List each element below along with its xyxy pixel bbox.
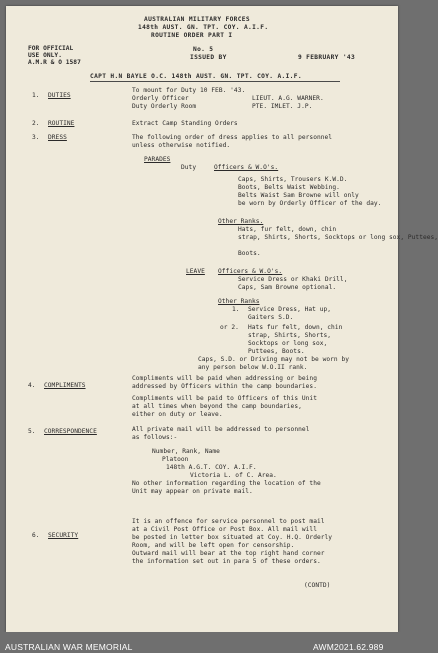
subheading: Officers & W.O's.	[214, 164, 279, 171]
item-number: 6.	[32, 532, 40, 539]
item-number: 3.	[32, 134, 40, 141]
item-line: Duty Orderly Room	[132, 103, 197, 110]
item-line: No other information regarding the location of the	[132, 480, 321, 487]
caps-note: any person below W.O.II rank.	[198, 364, 308, 371]
order-date: 9 FEBRUARY '43	[298, 54, 356, 61]
option-number: or 2.	[220, 324, 239, 331]
item-line: at all times when beyond the camp boundaries,	[132, 403, 302, 410]
item-line: the information set out in para 5 of these orders.	[132, 558, 321, 565]
item-line: Compliments will be paid to Officers of this Unit	[132, 395, 317, 402]
item-heading: SECURITY	[48, 532, 79, 539]
commanding-officer: CAPT H.N BAYLE O.C. 148th AUST. GN. TPT. COY. A.I.F.	[90, 73, 302, 80]
duty-label: Duty	[181, 164, 197, 171]
item-line: either on duty or leave.	[132, 411, 223, 418]
dress-line: Hats fur felt, down, chin	[248, 324, 343, 331]
official-use-1: FOR OFFICIAL	[28, 45, 74, 52]
item-line: unless otherwise notified.	[132, 142, 231, 149]
duty-officer-name: LIEUT. A.G. WARNER.	[252, 95, 324, 102]
dress-line: Belts Waist Sam Browne will only	[238, 192, 359, 199]
subheading: Officers & W.O's.	[218, 268, 283, 275]
dress-line: Puttees, Boots.	[248, 348, 305, 355]
dress-line: Service Dress, Hat up,	[248, 306, 332, 313]
dress-line: Boots.	[238, 250, 261, 257]
item-number: 5.	[28, 428, 36, 435]
item-heading: ROUTINE	[48, 120, 75, 127]
header-underline	[90, 81, 340, 82]
item-number: 1.	[32, 92, 40, 99]
dress-line: strap, Shirts, Shorts,	[248, 332, 332, 339]
official-use-3: A.M.R & O 1587	[28, 59, 81, 66]
address-line: Number, Rank, Name	[152, 448, 220, 455]
item-line: It is an offence for service personnel to post mail	[132, 518, 325, 525]
dress-line: Hats, fur felt, down, chin	[238, 226, 337, 233]
dress-line: Gaiters S.D.	[248, 314, 294, 321]
item-heading: DRESS	[48, 134, 67, 141]
item-line: Unit may appear on private mail.	[132, 488, 253, 495]
order-number: No. 5	[193, 46, 214, 53]
dress-line: Service Dress or Khaki Drill,	[238, 276, 348, 283]
dress-line: Caps, Sam Browne optional.	[238, 284, 337, 291]
duty-orderly-name: PTE. IMLET. J.P.	[252, 103, 313, 110]
item-line: Room, and will be left open for censorship.	[132, 542, 295, 549]
item-line: Outward mail will bear at the top right hand corner	[132, 550, 325, 557]
issued-by: ISSUED BY	[190, 54, 227, 61]
item-line: The following order of dress applies to all personnel	[132, 134, 333, 141]
item-heading: DUTIES	[48, 92, 71, 99]
leave-label: LEAVE	[186, 268, 205, 275]
footer-institution: AUSTRALIAN WAR MEMORIAL	[5, 642, 133, 652]
item-line: Compliments will be paid when addressing or being	[132, 375, 317, 382]
item-line: All private mail will be addressed to personnel	[132, 426, 310, 433]
item-line: be posted in letter box situated at Coy. H.Q. Orderly	[132, 534, 333, 541]
item-line: Extract Camp Standing Orders	[132, 120, 238, 127]
item-line: as follows:-	[132, 434, 178, 441]
item-line: To mount for Duty 10 FEB. '43.	[132, 87, 246, 94]
document-page	[6, 6, 438, 632]
caps-note: Caps, S.D. or Driving may not be worn by	[198, 356, 350, 363]
item-heading: COMPLIMENTS	[44, 382, 86, 389]
dress-line: Boots, Belts Waist Webbing.	[238, 184, 340, 191]
item-number: 4.	[28, 382, 36, 389]
option-number: 1.	[232, 306, 240, 313]
address-line: Victoria L. of C. Area.	[190, 472, 277, 479]
footer-accession-id: AWM2021.62.989	[313, 642, 384, 652]
item-heading: CORRESPONDENCE	[44, 428, 97, 435]
item-line: addressed by Officers within the camp boundaries.	[132, 383, 317, 390]
dress-line: Caps, Shirts, Trousers K.W.D.	[238, 176, 348, 183]
dress-line: strap, Shirts, Shorts, Socktops or long sox, Puttees,	[238, 234, 438, 241]
subheading: Other Ranks.	[218, 218, 264, 225]
address-line: Platoon	[162, 456, 189, 463]
official-use-2: USE ONLY.	[28, 52, 62, 59]
item-number: 2.	[32, 120, 40, 127]
address-line: 148th A.G.T. COY. A.I.F.	[166, 464, 257, 471]
header-order-type: ROUTINE ORDER PART I	[151, 32, 233, 39]
header-title: AUSTRALIAN MILITARY FORCES	[144, 16, 250, 23]
item-line: Orderly Officer	[132, 95, 189, 102]
dress-line: be worn by Orderly Officer of the day.	[238, 200, 382, 207]
dress-line: Socktops or long sox,	[248, 340, 328, 347]
parades-label: PARADES	[144, 156, 171, 163]
subheading: Other Ranks	[218, 298, 260, 305]
item-line: at a Civil Post Office or Post Box. All mail will	[132, 526, 317, 533]
continued-marker: (CONTD)	[304, 582, 331, 589]
header-unit: 148th AUST. GN. TPT. COY. A.I.F.	[138, 24, 269, 31]
